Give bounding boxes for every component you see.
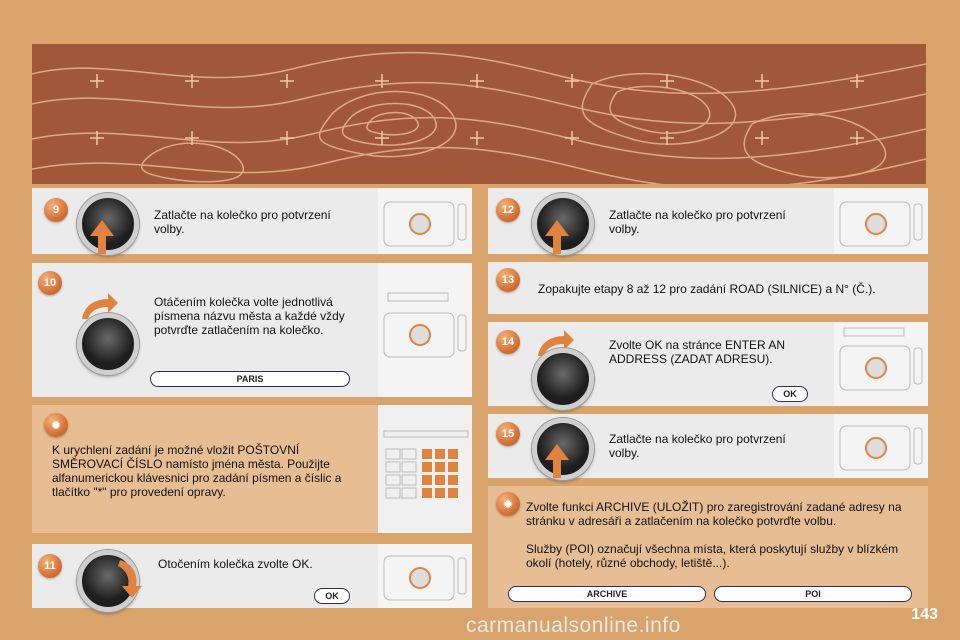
header-banner xyxy=(32,44,926,184)
step-instruction: Zatlačte na kolečko pro potvrzení volby. xyxy=(609,432,786,460)
city-name-label: PARIS xyxy=(150,371,350,387)
control-knob-icon xyxy=(532,348,594,410)
push-arrow-icon xyxy=(90,220,114,254)
radio-panel-illustration xyxy=(378,263,472,397)
step-number-badge: 14 xyxy=(496,330,520,354)
watermark: carmanualsonline.info xyxy=(466,614,681,637)
step-instruction: Otáčením kolečka volte jednotlivá písmena názvu města a každé vždy potvrďte zatlačením na kolečko. xyxy=(154,295,345,337)
step-card-9 xyxy=(32,188,472,254)
topographic-map-illustration xyxy=(32,44,926,184)
tip-card-archive xyxy=(488,486,928,608)
ok-label: OK xyxy=(314,588,350,604)
poi-label: POI xyxy=(714,586,912,602)
step-number-badge: 12 xyxy=(496,198,520,222)
tip-sun-icon: ✹ xyxy=(496,492,520,516)
step-number-badge: 9 xyxy=(44,198,68,222)
step-instruction: Otočením kolečka zvolte OK. xyxy=(158,557,313,571)
step-card-15 xyxy=(488,414,928,478)
radio-panel-illustration xyxy=(834,414,928,478)
step-number-badge: 11 xyxy=(38,554,62,578)
ok-label: OK xyxy=(772,386,808,402)
step-instruction: Zatlačte na kolečko pro potvrzení volby. xyxy=(154,208,331,236)
radio-panel-illustration xyxy=(378,544,472,608)
step-instruction: Zatlačte na kolečko pro potvrzení volby. xyxy=(609,208,786,236)
radio-panel-illustration xyxy=(834,188,928,254)
tip-sun-icon: ✹ xyxy=(44,413,68,437)
step-card-11 xyxy=(32,544,472,608)
step-number-badge: 15 xyxy=(496,422,520,446)
control-knob-icon xyxy=(77,313,139,375)
tip-card-postcode xyxy=(32,405,472,533)
step-card-12 xyxy=(488,188,928,254)
step-number-badge: 13 xyxy=(496,268,520,292)
page-number: 143 xyxy=(911,606,938,623)
step-card-10 xyxy=(32,263,472,397)
tip-text: K urychlení zadání je možné vložit POŠTOVNÍ SMĚROVACÍ ČÍSLO namísto jména města. Použijte alfanumerickou klávesnici pro zadání písmen a číslic a tlačítko "*" pro provedení opravy. xyxy=(52,443,342,499)
step-instruction: Zvolte OK na stránce ENTER AN ADDRESS (ZADAT ADRESU). xyxy=(609,338,786,366)
step-card-14 xyxy=(488,322,928,406)
step-instruction: Zopakujte etapy 8 až 12 pro zadání ROAD (SILNICE) a N° (Č.). xyxy=(538,282,876,296)
rotate-arrow-icon xyxy=(116,558,146,598)
radio-panel-illustration xyxy=(834,322,928,406)
tip-text-poi: Služby (POI) označují všechna místa, která poskytují služby v blízkém okolí (hotely, různé obchody, letiště...). xyxy=(526,542,899,570)
keypad-illustration xyxy=(378,405,472,533)
radio-panel-illustration xyxy=(378,188,472,254)
archive-label: ARCHIVE xyxy=(508,586,706,602)
step-number-badge: 10 xyxy=(38,271,62,295)
push-arrow-icon xyxy=(545,444,569,478)
tip-text-archive: Zvolte funkci ARCHIVE (ULOŽIT) pro zaregistrování zadané adresy na stránku v adresáři a zatlačením na kolečko potvrďte volbu. xyxy=(526,500,902,528)
push-arrow-icon xyxy=(545,220,569,254)
step-card-13 xyxy=(488,262,928,314)
